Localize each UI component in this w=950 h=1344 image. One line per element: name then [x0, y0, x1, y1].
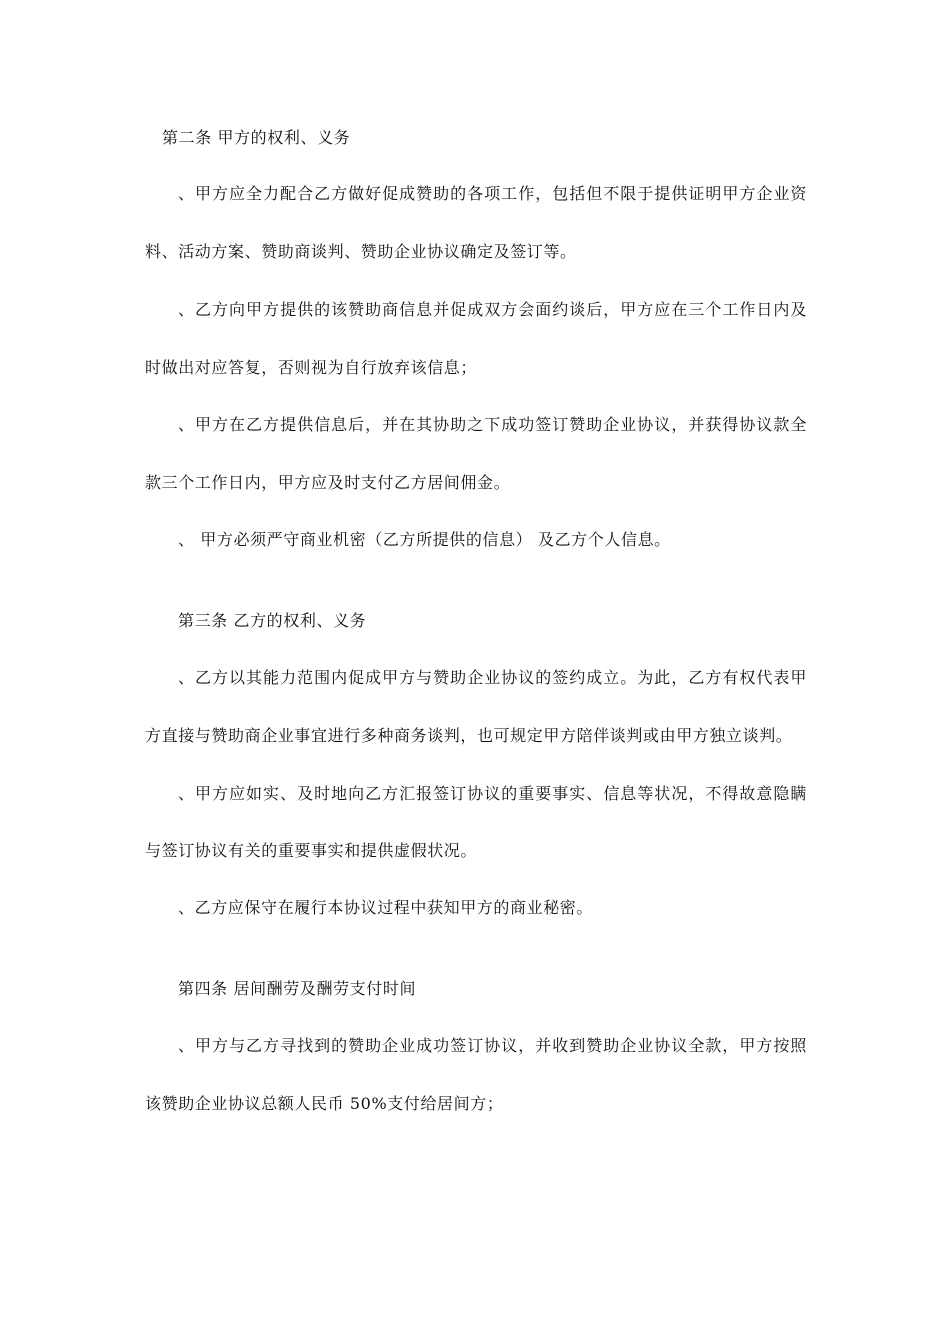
section-heading: 第二条 甲方的权利、义务: [162, 128, 351, 147]
paragraph-line: 、乙方以其能力范围内促成甲方与赞助企业协议的签约成立。为此，乙方有权代表甲: [178, 668, 807, 687]
paragraph-line: 、甲方应如实、及时地向乙方汇报签订协议的重要事实、信息等状况，不得故意隐瞒: [178, 784, 807, 803]
section-heading: 第四条 居间酬劳及酬劳支付时间: [178, 979, 417, 998]
paragraph-line: 、甲方应全力配合乙方做好促成赞助的各项工作，包括但不限于提供证明甲方企业资: [178, 184, 807, 203]
paragraph-line: 该赞助企业协议总额人民币 50%支付给居间方；: [145, 1094, 504, 1113]
paragraph-line: 、甲方与乙方寻找到的赞助企业成功签订协议，并收到赞助企业协议全款，甲方按照: [178, 1036, 807, 1055]
paragraph-line: 、 甲方必须严守商业机密（乙方所提供的信息） 及乙方个人信息。: [178, 530, 671, 549]
paragraph-line: 、乙方应保守在履行本协议过程中获知甲方的商业秘密。: [178, 898, 594, 917]
paragraph-line: 时做出对应答复，否则视为自行放弃该信息；: [145, 358, 478, 377]
paragraph-line: 方直接与赞助商企业事宜进行多种商务谈判，也可规定甲方陪伴谈判或由甲方独立谈判。: [145, 726, 793, 745]
paragraph-line: 、乙方向甲方提供的该赞助商信息并促成双方会面约谈后，甲方应在三个工作日内及: [178, 300, 807, 319]
paragraph-line: 款三个工作日内，甲方应及时支付乙方居间佣金。: [145, 473, 511, 492]
paragraph-line: 与签订协议有关的重要事实和提供虚假状况。: [145, 841, 478, 860]
paragraph-line: 、甲方在乙方提供信息后，并在其协助之下成功签订赞助企业协议，并获得协议款全: [178, 415, 807, 434]
paragraph-line: 料、活动方案、赞助商谈判、赞助企业协议确定及签订等。: [145, 242, 577, 261]
section-heading: 第三条 乙方的权利、义务: [178, 611, 367, 630]
